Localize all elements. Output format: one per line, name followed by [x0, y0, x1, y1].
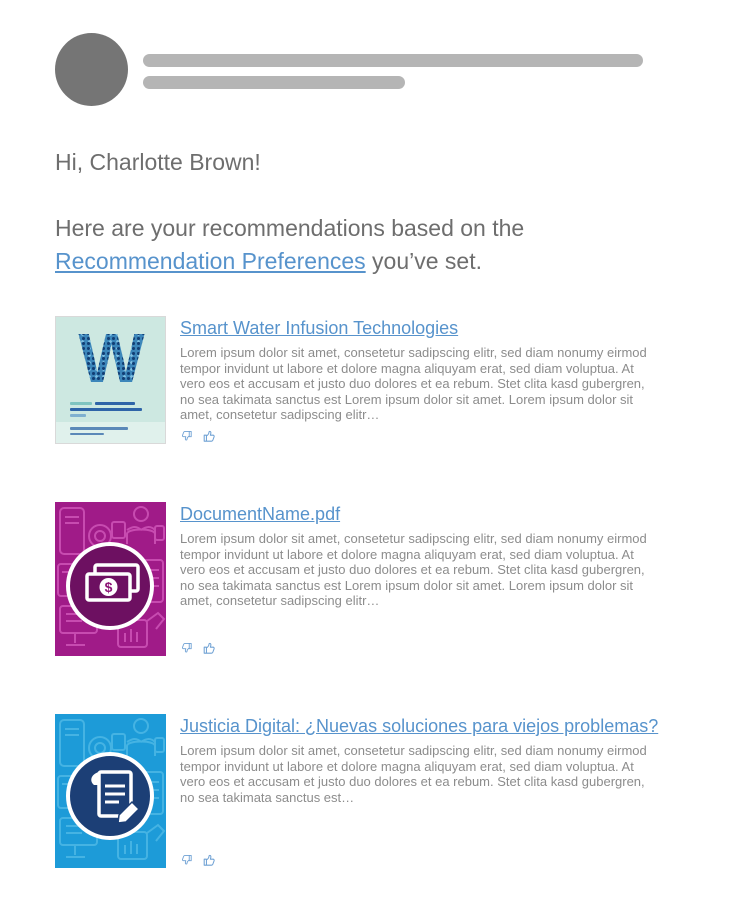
- intro-after-link: you’ve set.: [365, 248, 483, 274]
- document-description: Lorem ipsum dolor sit amet, consetetur sadipscing elitr, sed diam nonumy eirmod tempor invidunt ut labore et dolore magna aliquyam erat, sed diam voluptua. At vero eos et accusam et justo duo dolores et ea rebum. Stet clita kasd gubergren, no sea takimata sanctus est…: [180, 743, 647, 805]
- recommendation-preferences-link[interactable]: Recommendation Preferences: [55, 248, 366, 274]
- cover-title-placeholder: [56, 399, 165, 417]
- report-cover-art: [56, 317, 165, 443]
- document-title-link[interactable]: Justicia Digital: ¿Nuevas soluciones para viejos problemas?: [180, 716, 659, 736]
- feedback-controls: [180, 636, 662, 656]
- document-description: Lorem ipsum dolor sit amet, consetetur sadipscing elitr, sed diam nonumy eirmod tempor invidunt ut labore et dolore magna aliquyam erat, sed diam voluptua. At vero eos et accusam et justo duo dolores et ea rebum. Stet clita kasd gubergren, no sea takimata sanctus est Lorem ipsum dolor sit amet. Lorem ipsum dolor sit amet, consetetur sadipscing elitr…: [180, 345, 647, 422]
- recommendation-card: [55, 714, 702, 868]
- card-content: [180, 502, 662, 656]
- placeholder-bar-short: [143, 76, 405, 89]
- masthead-placeholder: [55, 33, 702, 106]
- document-thumbnail-pdf[interactable]: [55, 502, 166, 656]
- intro-paragraph: [55, 212, 675, 278]
- intro-before-link: Here are your recommendations based on the: [55, 215, 525, 241]
- thumbs-up-icon[interactable]: [201, 428, 217, 444]
- avatar-placeholder: [55, 33, 128, 106]
- digital-justice-cover-art: [55, 714, 166, 868]
- greeting-text: Hi, Charlotte Brown!: [55, 149, 261, 175]
- thumbs-up-icon[interactable]: [201, 640, 217, 656]
- recommendation-card: [55, 316, 702, 444]
- money-document-cover-art: [55, 502, 166, 656]
- feedback-controls: [180, 424, 662, 444]
- recommendation-card: [55, 502, 702, 656]
- dotted-w-graphic: W: [56, 321, 165, 395]
- document-description: Lorem ipsum dolor sit amet, consetetur sadipscing elitr, sed diam nonumy eirmod tempor invidunt ut labore et dolore magna aliquyam erat, sed diam voluptua. At vero eos et accusam et justo duo dolores et ea rebum. Stet clita kasd gubergren, no sea takimata sanctus est Lorem ipsum dolor sit amet. Lorem ipsum dolor sit amet, consetetur sadipscing elitr…: [180, 531, 647, 608]
- thumbs-down-icon[interactable]: [180, 853, 194, 867]
- svg-text:$: $: [104, 579, 113, 595]
- document-thumbnail-smart-water[interactable]: [55, 316, 166, 444]
- cover-footer-placeholder: [56, 422, 165, 443]
- feedback-controls: [180, 848, 662, 868]
- thumbs-down-icon[interactable]: [180, 641, 194, 655]
- document-title-link[interactable]: DocumentName.pdf: [180, 504, 341, 524]
- document-thumbnail-justicia[interactable]: [55, 714, 166, 868]
- header-text-placeholder: [143, 33, 643, 89]
- placeholder-bar-long: [143, 54, 643, 67]
- recommendation-list: [55, 316, 702, 868]
- card-content: [180, 316, 662, 444]
- thumbs-down-icon[interactable]: [180, 429, 194, 443]
- thumbs-up-icon[interactable]: [201, 852, 217, 868]
- document-title-link[interactable]: Smart Water Infusion Technologies: [180, 318, 459, 338]
- card-content: [180, 714, 662, 868]
